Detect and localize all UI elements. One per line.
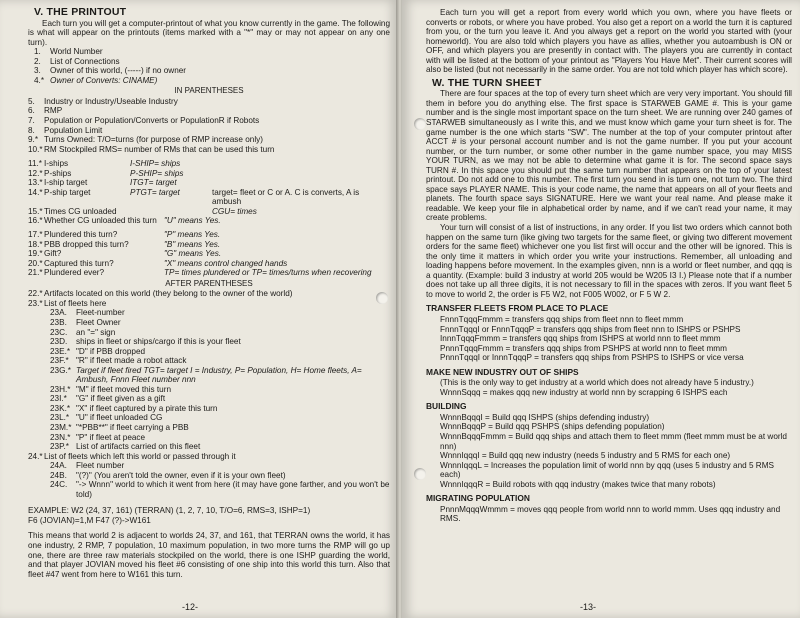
command-line: PnnnTqqqFmmm = transfers qqq ships from PSHPS at world nnn to fleet mmm [440, 343, 727, 353]
item-text: I-ship target [44, 178, 88, 188]
list-item [28, 259, 390, 269]
command-line: WnnnBqqqFmmm = Build qqq ships and attach them to fleet mmm (fleet mmm must be at world nnn) [440, 431, 787, 451]
list-item [28, 207, 390, 217]
list-item [28, 268, 390, 278]
turn-sheet-para-2: Your turn will consist of a list of instructions, in any order. If you list two orders which cannot both happen on the same turn (like giving two targets for the same fleet, or giving two different movement orders for the same fleet) whichever one you list first will occur and the other will be ignored. This is the only time it matters in which order you write your instructions. Remember, all unloading and loading happens before movement. In the examples given, nnn is a world or fleet number, and qqq is a quantity. (Example: build 3 industry at world 205 would be W205 I3 I.) Please note that if a number does not take up all three digits, it is not necessary to fill in the spaces with zeros. If you want fleet 5 to move to world 2, the order is F5 W2, not F005 W002, or F 5 W 2. [426, 223, 792, 299]
item-number: 19.* [28, 249, 43, 259]
item-number: 18.* [28, 239, 43, 249]
item-number: 11.* [28, 159, 42, 169]
item-text: Target if fleet fired TGT= target I = Industry, P= Population, H= Home fleets, A= Ambush, Fnnn Fleet number nnn [76, 365, 362, 385]
item-text: Owner of this world, (-----) if no owner [50, 66, 187, 76]
item-text: List of fleets which left this world or passed through it [44, 451, 236, 461]
item-number: 20.* [28, 258, 43, 268]
left-page [0, 0, 398, 618]
punch-hole-icon [414, 468, 426, 480]
list-item [50, 423, 390, 433]
example-block [28, 506, 390, 525]
status-items [28, 230, 390, 278]
item-text: Artifacts located on this world (they belong to the owner of the world) [44, 289, 293, 299]
item-number: 23L.* [50, 413, 70, 423]
list-item [28, 47, 390, 57]
item-text: "-> Wnnn" world to which it went from here (it may have gone farther, and you won't be told) [76, 480, 390, 499]
make-industry-heading: MAKE NEW INDUSTRY OUT OF SHIPS [426, 366, 579, 377]
item-text: Captured this turn? [44, 258, 114, 268]
list-item [28, 106, 390, 116]
item-number: 3. [34, 66, 41, 76]
item-code: ITGT= target [130, 178, 177, 188]
page-number-left: -12- [182, 602, 199, 612]
item-number: 24B. [50, 470, 67, 480]
item-text: Gift? [44, 249, 62, 259]
list-item [50, 347, 390, 357]
item-code: TP= times plundered or TP= times/turns when recovering [164, 268, 372, 278]
item-text: Plundered ever? [44, 268, 105, 278]
item-text: Industry or Industry/Useable Industry [44, 96, 178, 106]
item-text: ships in fleet or ships/cargo if this is your fleet [76, 337, 241, 347]
item-text: Fleet number [76, 461, 125, 471]
page-number-right: -13- [580, 602, 597, 612]
item-text: Population Limit [44, 125, 103, 135]
item-text: Fleet-number [76, 308, 125, 318]
list-item [50, 480, 390, 499]
transfer-commands [426, 315, 792, 363]
item-text: PBB dropped this turn? [44, 239, 129, 249]
building-heading: BUILDING [426, 401, 467, 412]
item-number: 23D. [50, 337, 68, 347]
item-number: 23H.* [50, 384, 71, 394]
printout-intro: Each turn you will get a computer-printout of what you know currently in the game. The following is what will appear on the printouts (items marked with a "*" may or may not appear on any one turn). [28, 18, 390, 47]
item-number: 12.* [28, 168, 43, 178]
item-text: List of artifacts carried on this fleet [76, 442, 201, 452]
item-number: 16.* [28, 216, 43, 226]
command-line: WnnnIqqqI = Build qqq new industry (needs 5 industry and 5 RMS for each one) [440, 451, 731, 461]
turn-sheet-section-title: W. THE TURN SHEET [432, 76, 542, 89]
list-item [50, 385, 390, 395]
after-parentheses-heading: AFTER PARENTHESES [165, 278, 253, 288]
item-text: an "=" sign [76, 327, 116, 337]
command-line: WnnnIqqqL = Increases the population limit of world nnn by qqq (uses 5 industry and 5 RMS each) [440, 460, 774, 480]
item-code: I-SHIP= ships [130, 159, 181, 169]
list-item [28, 289, 390, 299]
command-line: WnnnSqqq = makes qqq new industry at world nnn by scrapping 6 ISHPS each [440, 387, 728, 397]
list-item [28, 57, 390, 67]
item-number: 5. [28, 96, 35, 106]
list-item [50, 318, 390, 328]
command-line: InnnTqqqFmmm = transfers qqq ships from ISHPS at world nnn to fleet mmm [440, 334, 721, 344]
item-text: List of Connections [50, 56, 120, 66]
item-number: 23.* [28, 298, 43, 308]
item-text: Population or Population/Converts or PopulationR if Robots [44, 116, 260, 126]
list-item [50, 394, 390, 404]
item-code: "G" means Yes. [164, 249, 222, 259]
command-line: WnnnBqqqP = Build qqq PSHPS (ships defending population) [440, 422, 665, 432]
item-number: 21.* [28, 268, 43, 278]
list-item [28, 452, 390, 462]
item-code: PTGT= target [130, 187, 180, 197]
item-text: P-ships [44, 168, 72, 178]
item-number: 1. [34, 47, 41, 57]
item-number: 23A. [50, 308, 67, 318]
list-item [50, 404, 390, 414]
list-item [50, 356, 390, 366]
list-item [50, 337, 390, 347]
list-item [28, 116, 390, 126]
item-number: 10.* [28, 144, 43, 154]
item-number: 23C. [50, 327, 68, 337]
item-text: "R" if fleet made a robot attack [76, 356, 187, 366]
item-number: 23N.* [50, 432, 71, 442]
left-page-content [28, 8, 390, 579]
list-item [50, 366, 390, 385]
list-item [50, 461, 390, 471]
item-number: 23I.* [50, 394, 67, 404]
list-item [28, 299, 390, 309]
item-number: 24.* [28, 451, 43, 461]
item-text: "U" if fleet unloaded CG [76, 413, 163, 423]
command-line: PnnnTqqqI or InnnTqqqP = transfers qqq ships from PSHPS to ISHPS or vice versa [440, 353, 744, 363]
list-item [28, 216, 390, 226]
item-number: 9.* [28, 135, 39, 145]
item-text: Plundered this turn? [44, 230, 118, 240]
transfer-heading: TRANSFER FLEETS FROM PLACE TO PLACE [426, 303, 609, 314]
item-number: 7. [28, 116, 35, 126]
item-number: 23B. [50, 317, 67, 327]
list-item [50, 328, 390, 338]
command-line: FnnnTqqqFmmm = transfers qqq ships from fleet nnn to fleet mmm [440, 314, 684, 324]
item-number: 23G.* [50, 365, 71, 375]
item-number: 23P.* [50, 442, 69, 452]
list-item [28, 240, 390, 250]
item-text: "P" if fleet at peace [76, 432, 146, 442]
list-item [50, 442, 390, 452]
example-line-2: F6 (JOVIAN)=1,M F47 (?)->W161 [28, 515, 151, 525]
item-text: "(?)" (You aren't told the owner, even if it is your own fleet) [76, 470, 286, 480]
list-item [28, 230, 390, 240]
item-number: 24C. [50, 480, 68, 490]
item-number: 24A. [50, 461, 67, 471]
list-item [28, 126, 390, 136]
list-item [50, 433, 390, 443]
item-code: "P" means Yes. [164, 230, 221, 240]
items-before-parentheses [28, 47, 390, 85]
item-number: 13.* [28, 178, 43, 188]
items-in-parentheses [28, 97, 390, 154]
list-item [50, 413, 390, 423]
item-number: 2. [34, 56, 41, 66]
item-number: 6. [28, 106, 35, 116]
migrating-heading: MIGRATING POPULATION [426, 493, 530, 504]
list-item [28, 145, 390, 155]
turn-sheet-para-1: There are four spaces at the top of every turn sheet which are very very important. You should fill them in before you do anything else. The first space is STARWEB GAME #. This is your game number and is the single most important space on the turn sheet. We are running over 240 games of STARWEB simultaneously as I write this, and we must know which game your turn sheet is for. The game number is the one which starts "SW". The number at the top of your computer printout after ACCT # is your personal account number and is not the game number. If you put your account number, or the turn number, or some other number in the game number space, you may MISS YOUR TURN, as we may not be able to determine what game it is for. The second space says TURN #. In this space you should put the same turn number that appears on the top of your latest printout. Do not add one to this number. The first turn you send in is turn one, not turn two. The third space says PLAYER NAME. This is your code name, the name that appears on all of your fleets and planets. The fourth space says SIGNATURE. Here we want your real name. And please make it readable. We keep your file in alphabetical order by name, and if we can't read your name, it may create problems. [426, 89, 792, 223]
example-explanation: This means that world 2 is adjacent to worlds 24, 37, and 161, that TERRAN owns the world, it has one industry, 2 RMP, 7 population, 10 maximum population, in two more turns the RMP will go up one, there are three raw materials stockpiled on the world, there is one ISHP guarding the world, and that player JOVIAN moved his fleet #6 consisting of one ship into this world this turn. Also that fleet #47 went from here to W161 this turn. [28, 531, 390, 579]
punch-hole-icon [414, 118, 426, 130]
item-text: RMP [44, 106, 63, 116]
make-industry-note: (This is the only way to get industry at a world which does not already have 5 industry.) [440, 378, 754, 388]
list-item [28, 159, 390, 169]
item-text: Owner of Converts: CINAME) [50, 75, 158, 85]
report-intro: Each turn you will get a report from every world which you own, where you have fleets or converts or robots, or where you have probed. You also get a report on a world the turn it is captured from you, or the turn you leave it. And you always get a report on the world you started with (your homeworld). You are also told which players you have as allies, whether you autoambush is ON or OFF, and which players you are presently in contact with. The players you are currently in contact with will be listed at the bottom of your printout as "Players You Have Met". Their current scores will also be listed (but not necessarily in the same order. You are not told which player has which score). [426, 8, 792, 75]
item-code: P-SHIP= ships [130, 168, 184, 178]
item-text: RM Stockpiled RMS= number of RMs that can be used this turn [44, 144, 275, 154]
right-page [402, 0, 800, 618]
punch-hole-icon [376, 292, 388, 304]
command-line: WnnnIqqqR = Build robots with qqq industry (makes twice that many robots) [440, 479, 716, 489]
command-line: WnnnBqqqI = Build qqq ISHPS (ships defending industry) [440, 412, 650, 422]
in-parentheses-heading: IN PARENTHESES [174, 86, 244, 96]
command-line: PnnnMqqqWmmm = moves qqq people from world nnn to world mmm. Uses qqq industry and RMS. [440, 504, 781, 524]
list-item [28, 76, 390, 86]
item-number: 14.* [28, 187, 43, 197]
list-item [50, 308, 390, 318]
printout-section-title: V. THE PRINTOUT [34, 6, 127, 18]
item-text: "D" if PBB dropped [76, 346, 146, 356]
item-code: CGU= times [212, 206, 257, 216]
item-text: "*PBB**" if fleet carrying a PBB [76, 422, 189, 432]
list-item [28, 97, 390, 107]
item-number: 15.* [28, 206, 43, 216]
list-item [28, 169, 390, 179]
list-item [28, 188, 390, 207]
example-line-1: EXAMPLE: W2 (24, 37, 161) (TERRAN) (1, 2, 7, 10, T/O=6, RMS=3, ISHP=1) [28, 506, 311, 516]
item-number: 22.* [28, 289, 43, 299]
item-number: 17.* [28, 230, 43, 240]
list-item [28, 178, 390, 188]
list-item [28, 66, 390, 76]
item-number: 4.* [34, 75, 45, 85]
item-text: "G" if fleet given as a gift [76, 394, 166, 404]
fleet-subitems [28, 308, 390, 451]
item-text: "M" if fleet moved this turn [76, 384, 171, 394]
list-item [28, 249, 390, 259]
item-text: Whether CG unloaded this turn [44, 216, 157, 226]
item-number: 23F.* [50, 356, 69, 366]
item-number: 8. [28, 125, 35, 135]
item-text: Turns Owned: T/O=turns (for purpose of RMP increase only) [44, 135, 263, 145]
item-text: List of fleets here [44, 298, 107, 308]
item-number: 23E.* [50, 346, 71, 356]
item-code: "B" means Yes. [164, 239, 221, 249]
item-text: P-ship target [44, 187, 91, 197]
item-text: Fleet Owner [76, 317, 121, 327]
command-line: FnnnTqqqI or FnnnTqqqP = transfers qqq ships from fleet nnn to ISHPS or PSHPS [440, 324, 741, 334]
item-text: "X" if fleet captured by a pirate this turn [76, 403, 218, 413]
item-note: target= fleet or C or A. C is converts, A is ambush [212, 187, 360, 207]
item-text: I-ships [44, 159, 69, 169]
ship-items [28, 159, 390, 226]
item-code: "U" means Yes. [164, 216, 221, 226]
item-code: "X" means control changed hands [164, 258, 288, 268]
item-text: Times CG unloaded [44, 206, 117, 216]
building-commands [426, 413, 792, 489]
item-number: 23K.* [50, 403, 71, 413]
list-item [50, 471, 390, 481]
item-number: 23M.* [50, 422, 72, 432]
right-page-content [426, 8, 792, 524]
list-item [28, 135, 390, 145]
item-text: World Number [50, 47, 103, 57]
items-after-parentheses [28, 289, 390, 308]
departed-fleet-subitems [28, 461, 390, 499]
